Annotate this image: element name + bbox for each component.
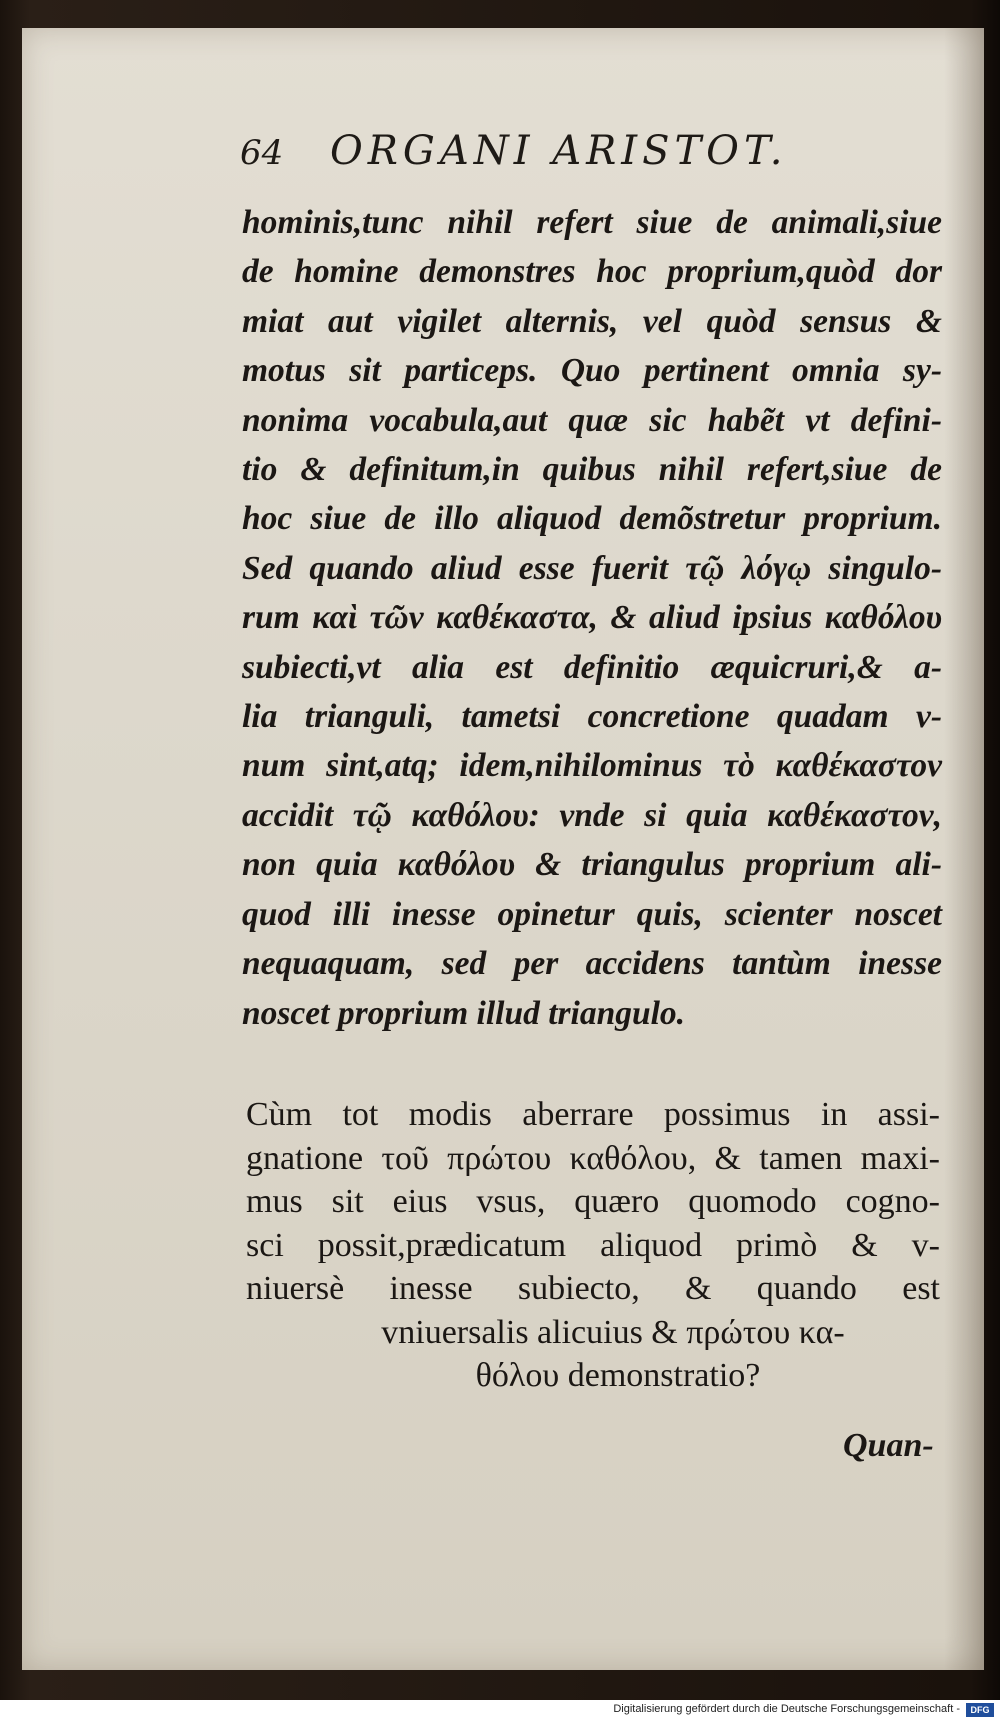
question-line: Cùm tot modis aberrare possimus in assi- xyxy=(246,1096,940,1133)
text-line: nequaquam, sed per accidens tantùm inesse xyxy=(242,945,942,983)
text-line: non quia καθόλου & triangulus proprium ali- xyxy=(242,846,942,884)
text-line: noscet proprium illud triangulo. xyxy=(242,994,686,1032)
dfg-logo: DFG xyxy=(966,1703,994,1717)
text-line: miat aut vigilet alternis, vel quòd sensus & xyxy=(242,302,942,340)
question-line: gnatione τοῦ πρώτου καθόλου, & tamen maxi- xyxy=(246,1139,940,1177)
question-line: vniuersalis alicuius & πρώτου κα- xyxy=(381,1313,845,1351)
question-line: niuersè inesse subiecto, & quando est xyxy=(246,1270,940,1307)
text-line: lia trianguli, tametsi concretione quadam v- xyxy=(242,698,942,736)
text-line: nonima vocabula,aut quæ sic habẽt vt defini- xyxy=(242,401,942,439)
digitization-credit-bar xyxy=(0,1700,1000,1721)
text-line: tio & definitum,in quibus nihil refert,siue de xyxy=(242,451,942,489)
text-line: rum καὶ τῶν καθέκαστα, & aliud ipsius καθόλου xyxy=(242,599,942,637)
text-line: hoc siue de illo aliquod demõstretur proprium. xyxy=(242,500,942,538)
text-line: hominis,tunc nihil refert siue de animali,siue xyxy=(242,204,942,241)
page-number: 64 xyxy=(240,133,284,173)
text-line: num sint,atq; idem,nihilominus τὸ καθέκαστον xyxy=(242,747,942,785)
credit-text: Digitalisierung gefördert durch die Deutsche Forschungsgemeinschaft - xyxy=(613,1703,960,1715)
text-line: quod illi inesse opinetur quis, scienter noscet xyxy=(242,895,942,933)
running-head xyxy=(240,128,880,184)
text-line: accidit τῷ καθόλου: vnde si quia καθέκαστον, xyxy=(242,796,942,834)
running-title: ORGANI ARISTOT. xyxy=(330,128,788,174)
catchword: Quan- xyxy=(843,1427,934,1464)
text-line: motus sit particeps. Quo pertinent omnia sy- xyxy=(242,352,942,390)
text-line: de homine demonstres hoc proprium,quòd dor xyxy=(242,253,942,291)
question-line: θόλου demonstratio? xyxy=(475,1357,761,1394)
body-text xyxy=(242,198,942,1038)
text-line: subiecti,vt alia est definitio æquicruri,& a- xyxy=(242,648,942,686)
question-paragraph xyxy=(246,1093,940,1398)
question-line: mus sit eius vsus, quæro quomodo cogno- xyxy=(246,1183,940,1220)
question-line: sci possit,prædicatum aliquod primò & v- xyxy=(246,1226,940,1264)
text-line: Sed quando aliud esse fuerit τῷ λόγῳ singulo- xyxy=(242,549,942,587)
